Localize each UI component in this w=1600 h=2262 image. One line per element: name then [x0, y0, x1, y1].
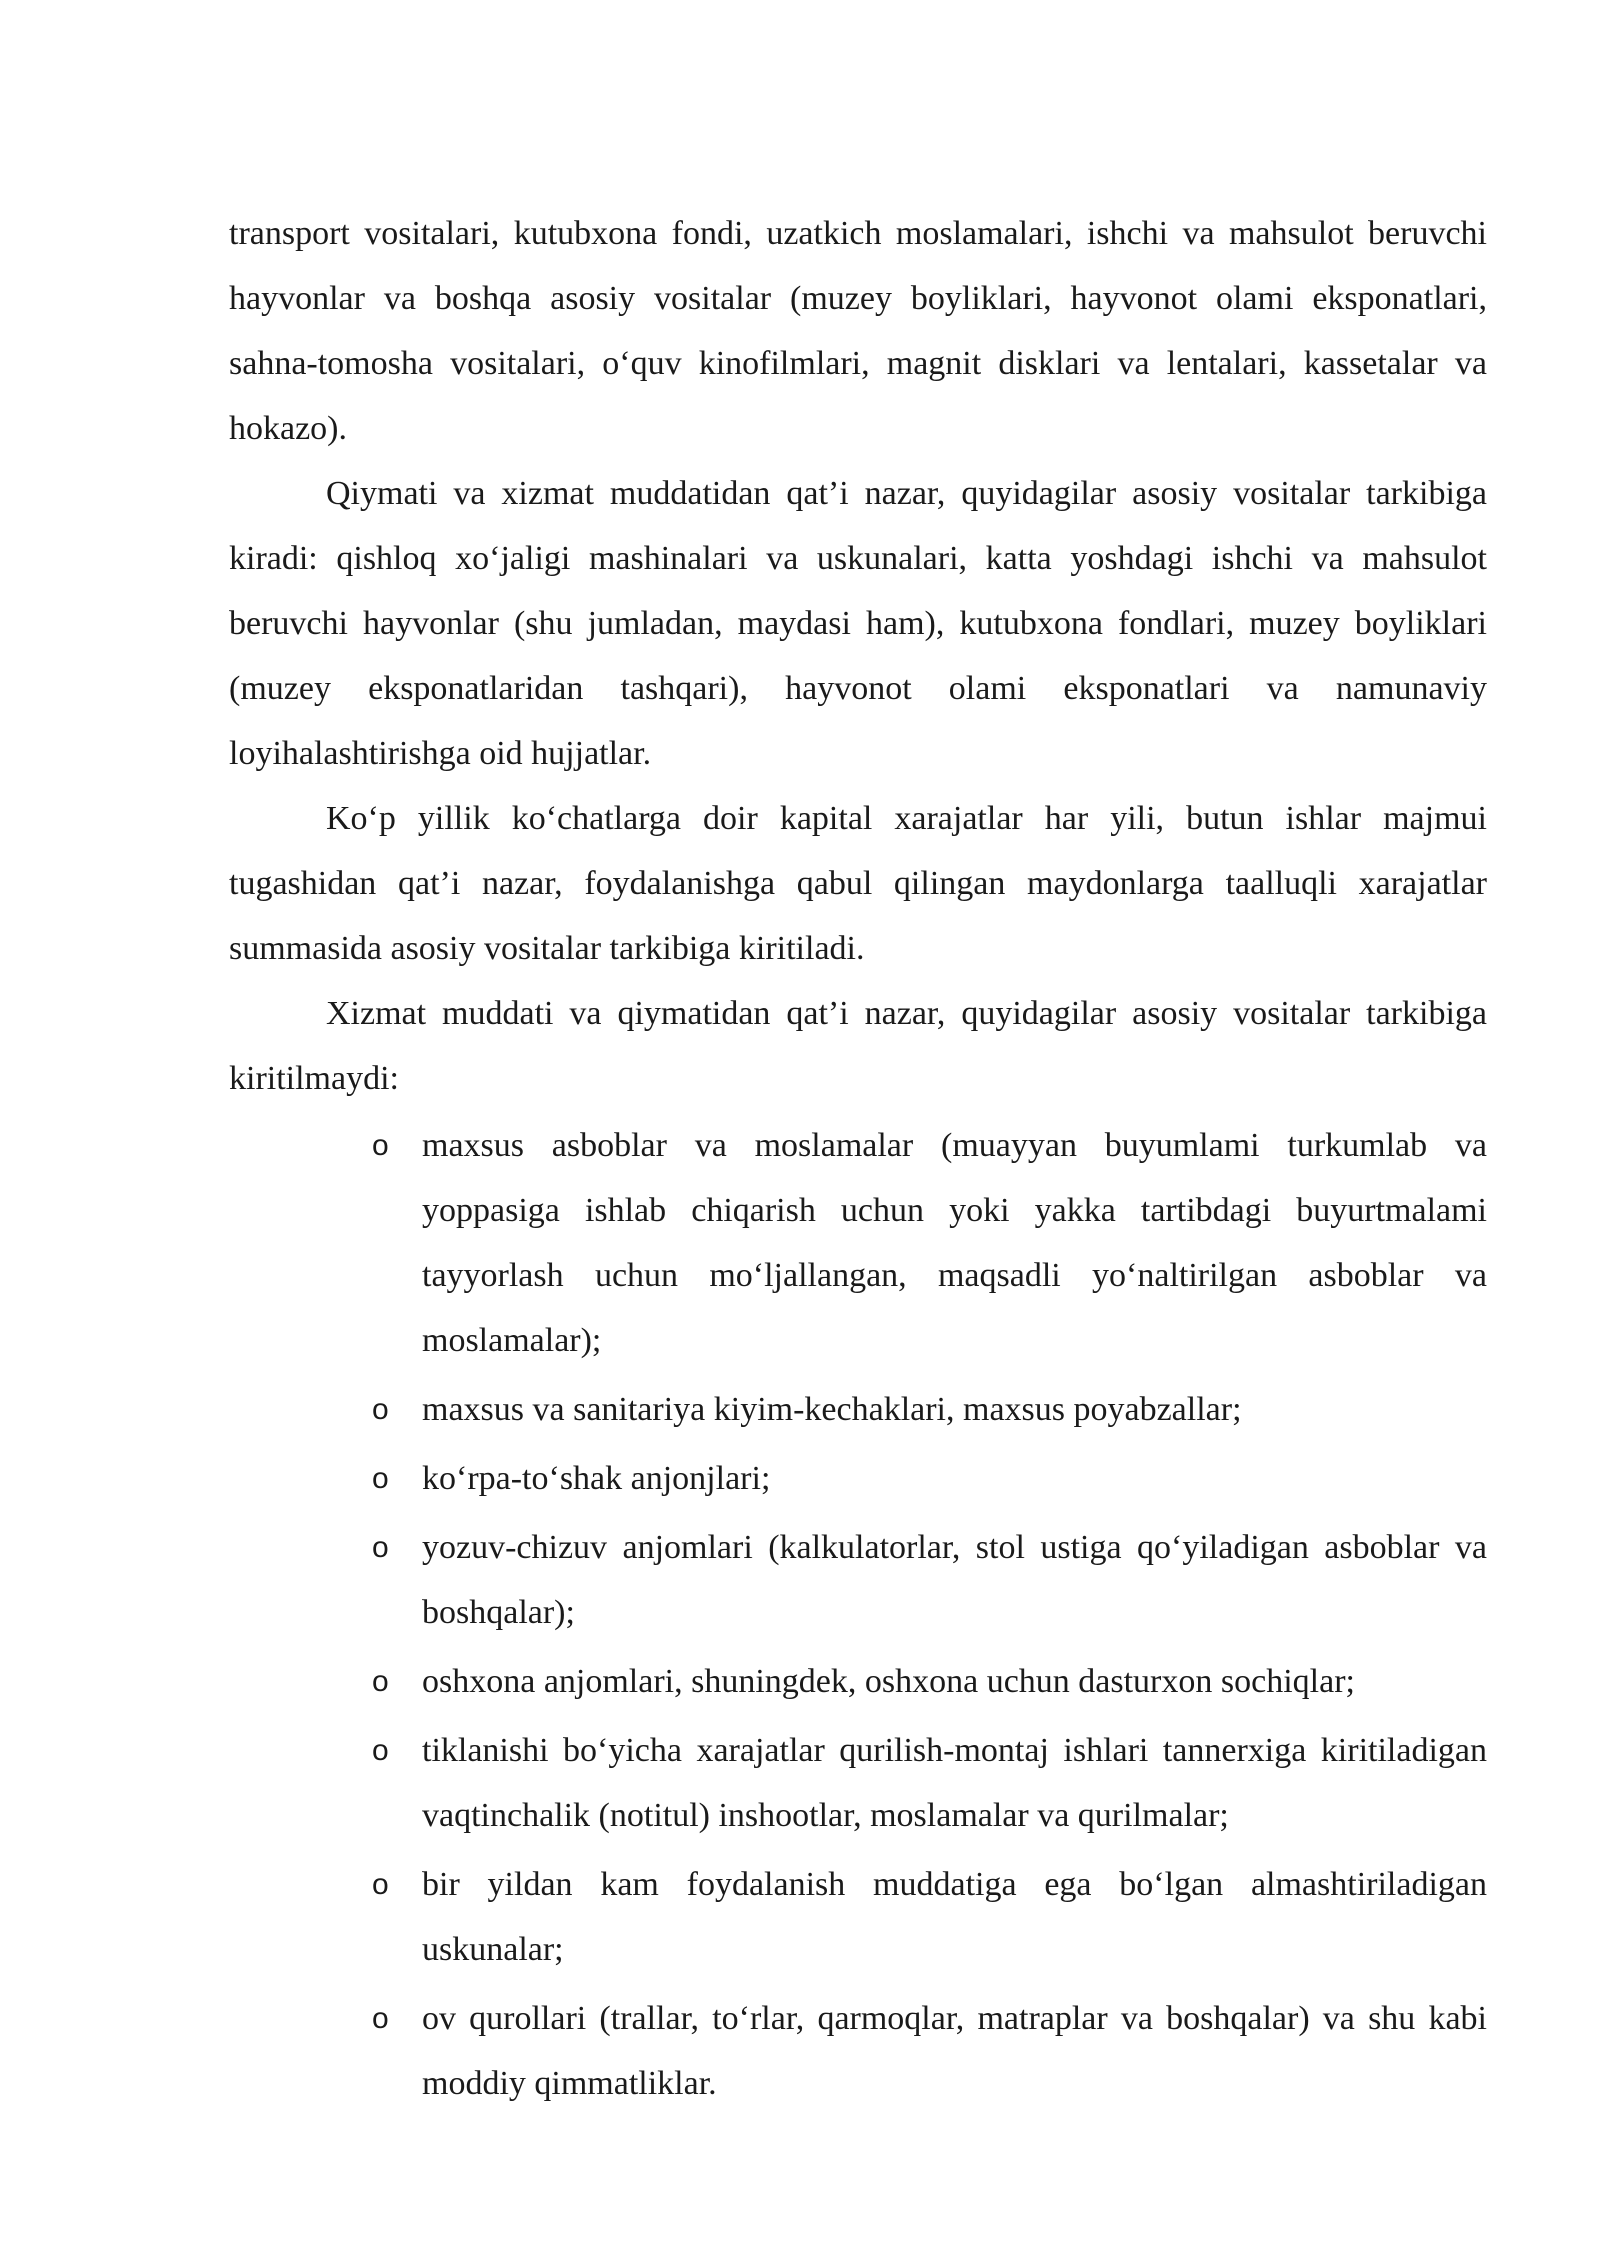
list-item: [372, 1986, 1487, 2116]
list-item: [372, 1113, 1487, 1373]
bullet-marker: o: [372, 1462, 389, 1495]
bullet-marker: o: [372, 2002, 389, 2035]
list-item-text: maxsus va sanitariya kiyim-kechaklari, maxsus poyabzallar;: [422, 1391, 1242, 1428]
list-item-text: maxsus asboblar va moslamalar (muayyan buyumlami turkumlab va yoppasiga ishlab chiqarish uchun yoki yakka tartibdagi buyurtmalami tayyorlash uchun mo‘ljallangan, maqsadli yo‘naltirilgan asboblar va moslamalar);: [422, 1127, 1487, 1359]
bullet-marker: o: [372, 1665, 389, 1698]
list-item-text: bir yildan kam foydalanish muddatiga ega bo‘lgan almashtiriladigan uskunalar;: [422, 1866, 1487, 1968]
paragraph-excluded-intro: Xizmat muddati va qiymatidan qat’i nazar, quyidagilar asosiy vositalar tarkibiga kiritilmaydi:: [229, 995, 1487, 1097]
document-body: [229, 201, 1487, 2120]
list-item-text: ko‘rpa-to‘shak anjonjlari;: [422, 1460, 771, 1497]
list-item: [372, 1377, 1487, 1442]
list-item-text: ov qurollari (trallar, to‘rlar, qarmoqlar, matraplar va boshqalar) va shu kabi moddiy qimmatliklar.: [422, 2000, 1487, 2102]
bullet-marker: o: [372, 1531, 389, 1564]
bullet-marker: o: [372, 1868, 389, 1901]
list-item: [372, 1852, 1487, 1982]
list-item: [372, 1718, 1487, 1848]
paragraph-included-assets: Qiymati va xizmat muddatidan qat’i nazar, quyidagilar asosiy vositalar tarkibiga kiradi: qishloq xo‘jaligi mashinalari va uskunalari, katta yoshdagi ishchi va mahsulot beruvchi hayvonlar (shu jumladan, maydasi ham), kutubxona fondlari, muzey boyliklari (muzey eksponatlaridan tashqari), hayvonot olami eksponatlari va namunaviy loyihalashtirishga oid hujjatlar.: [229, 475, 1487, 772]
list-item-text: tiklanishi bo‘yicha xarajatlar qurilish-montaj ishlari tannerxiga kiritiladigan vaqtinchalik (notitul) inshootlar, moslamalar va qurilmalar;: [422, 1732, 1487, 1834]
bullet-marker: o: [372, 1129, 389, 1162]
bullet-marker: o: [372, 1734, 389, 1767]
excluded-items-list: [229, 1113, 1487, 2116]
list-item: [372, 1649, 1487, 1714]
paragraph-continuation: transport vositalari, kutubxona fondi, uzatkich moslamalari, ishchi va mahsulot beruvchi hayvonlar va boshqa asosiy vositalar (muzey boyliklari, hayvonot olami eksponatlari, sahna-tomosha vositalari, o‘quv kinofilmlari, magnit disklari va lentalari, kassetalar va hokazo).: [229, 215, 1487, 447]
list-item-text: yozuv-chizuv anjomlari (kalkulatorlar, stol ustiga qo‘yiladigan asboblar va boshqalar);: [422, 1529, 1487, 1631]
paragraph-perennial-plantings: Ko‘p yillik ko‘chatlarga doir kapital xarajatlar har yili, butun ishlar majmui tugashidan qat’i nazar, foydalanishga qabul qilingan maydonlarga taalluqli xarajatlar summasida asosiy vositalar tarkibiga kiritiladi.: [229, 800, 1487, 967]
list-item: [372, 1515, 1487, 1645]
list-item: [372, 1446, 1487, 1511]
bullet-marker: o: [372, 1393, 389, 1426]
list-item-text: oshxona anjomlari, shuningdek, oshxona uchun dasturxon sochiqlar;: [422, 1663, 1355, 1700]
